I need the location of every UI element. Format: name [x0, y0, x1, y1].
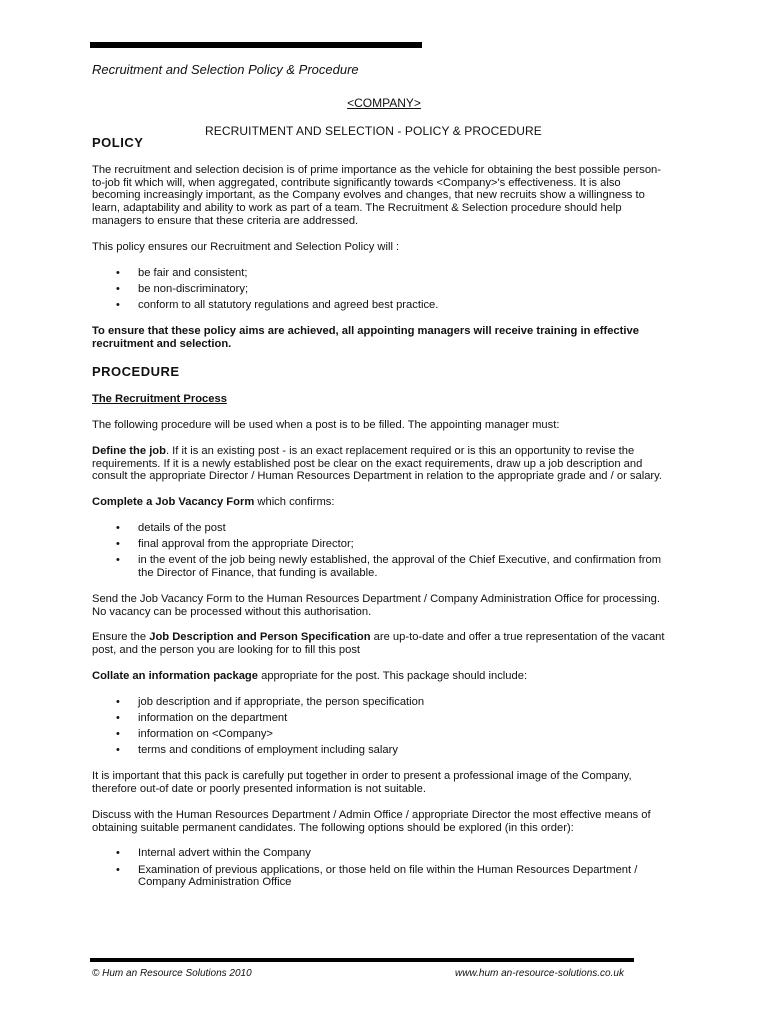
list-item: • information on the department: [116, 712, 288, 725]
bullet-icon: •: [116, 744, 120, 757]
list-item: • details of the post: [116, 521, 226, 534]
bullet-icon: •: [116, 538, 120, 551]
footer-website: www.hum an-resource-solutions.co.uk: [455, 968, 624, 979]
collate-package-paragraph: Collate an information package appropriate for the post. This package should include:: [92, 670, 528, 683]
define-job-paragraph: Define the job. If it is an existing post - is an exact replacement required or is this an opportunity to revise the requirements. If it is a newly established post be clear on the exact requirements, draw up a job description and consult the appropriate Director / Human Resources Department in relation to the appropriate grade and / or salary.: [92, 444, 663, 483]
bullet-icon: •: [116, 712, 120, 725]
important-paragraph: It is important that this pack is carefully put together in order to present a professional image of the Company, therefore out-of date or poorly presented information is not suitable.: [92, 770, 632, 796]
document-title: RECRUITMENT AND SELECTION - POLICY & PROCEDURE: [205, 124, 542, 138]
list-item: • be fair and consistent;: [116, 266, 248, 279]
bullet-icon: •: [116, 266, 120, 279]
list-item: • conform to all statutory regulations and agreed best practice.: [116, 298, 439, 311]
procedure-intro: The following procedure will be used when a post is to be filled. The appointing manager must:: [92, 418, 560, 431]
options-bullet-list: [92, 847, 672, 889]
vacancy-form-paragraph: Complete a Job Vacancy Form which confirms:: [92, 496, 335, 509]
bullet-icon: •: [116, 282, 120, 295]
policy-training-note: To ensure that these policy aims are achieved, all appointing managers will receive training in effective recruitment and selection.: [92, 324, 639, 350]
bullet-icon: •: [116, 863, 120, 876]
bullet-icon: •: [116, 554, 120, 567]
vacancy-bullet-list: [92, 522, 672, 580]
list-item: • Internal advert within the Company: [116, 847, 311, 860]
list-item: • information on <Company>: [116, 728, 273, 741]
bullet-icon: •: [116, 298, 120, 311]
list-item: • job description and if appropriate, the person specification: [116, 695, 425, 708]
ensure-jd-paragraph: Ensure the Job Description and Person Specification are up-to-date and offer a true representation of the vacant post, and the person you are looking for to fill this post: [92, 631, 665, 657]
bullet-icon: •: [116, 695, 120, 708]
footer-rule: [90, 958, 634, 962]
discuss-paragraph: Discuss with the Human Resources Department / Admin Office / appropriate Director the most effective means of obtaining suitable permanent candidates. The following options should be explored (in this order):: [92, 808, 651, 834]
header-rule: [90, 42, 422, 48]
policy-bullet-list: [92, 267, 672, 312]
document-body: [92, 137, 672, 902]
policy-intro: The recruitment and selection decision is of prime importance as the vehicle for obtaining the best possible person-to-job fit which will, when aggregated, contribute significantly towards <Company>'s effectiveness. It is also becoming increasingly important, as the Company evolves and changes, that new recruits show a willingness to learn, adaptability and ability to work as part of a team. The Recruitment & Selection procedure should help managers to ensure that these criteria are addressed.: [92, 163, 662, 227]
list-item: • be non-discriminatory;: [116, 282, 249, 295]
bullet-icon: •: [116, 521, 120, 534]
policy-ensures: This policy ensures our Recruitment and Selection Policy will :: [92, 240, 400, 253]
send-form-paragraph: Send the Job Vacancy Form to the Human Resources Department / Company Administration Office for processing. No vacancy can be processed without this authorisation.: [92, 592, 660, 618]
recruitment-process-subheading: The Recruitment Process: [92, 393, 227, 406]
bullet-icon: •: [116, 728, 120, 741]
bullet-icon: •: [116, 847, 120, 860]
company-placeholder: <COMPANY>: [347, 96, 421, 110]
procedure-heading: PROCEDURE: [92, 364, 180, 380]
list-item: • in the event of the job being newly established, the approval of the Chief Executive, and confirmation from the Director of Finance, that funding is available.: [116, 554, 662, 580]
list-item: • final approval from the appropriate Director;: [116, 538, 354, 551]
package-bullet-list: [92, 696, 672, 757]
running-header-title: Recruitment and Selection Policy & Procedure: [92, 62, 359, 77]
list-item: • terms and conditions of employment including salary: [116, 744, 398, 757]
list-item: • Examination of previous applications, or those held on file within the Human Resources Department / Company Administration Office: [116, 863, 638, 889]
footer-copyright: © Hum an Resource Solutions 2010: [92, 968, 252, 979]
policy-heading: POLICY: [92, 135, 144, 150]
